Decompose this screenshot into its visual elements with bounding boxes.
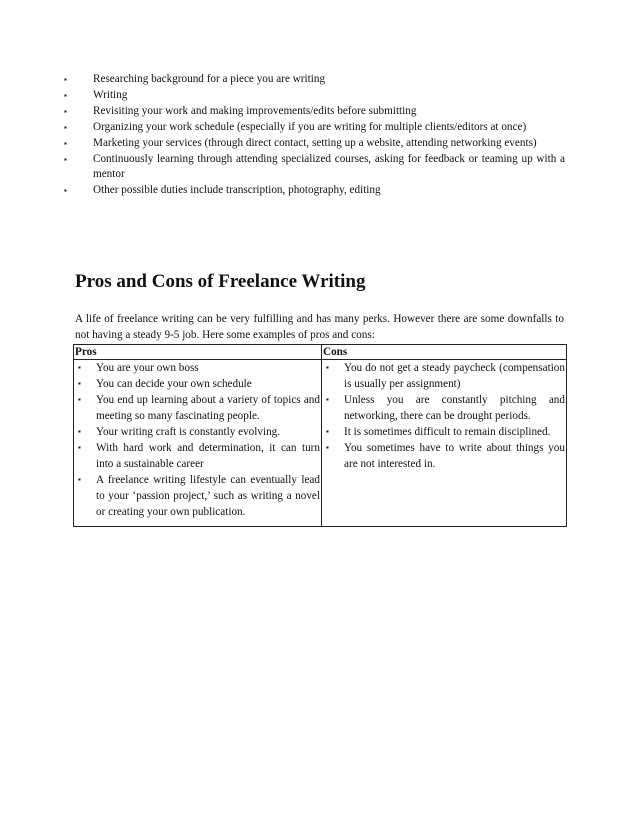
- cons-item: [322, 424, 566, 440]
- section-heading: Pros and Cons of Freelance Writing: [75, 271, 366, 292]
- list-item: [60, 183, 565, 199]
- list-item: [60, 152, 565, 184]
- list-item: [60, 72, 565, 88]
- square-bullet-icon: ▪: [78, 363, 81, 372]
- list-item-text: Revisiting your work and making improvements/edits before submitting: [93, 104, 417, 117]
- intro-paragraph: A life of freelance writing can be very fulfilling and has many perks. However there are some downfalls to not having a steady 9-5 job. Here some examples of pros and cons:: [75, 313, 564, 341]
- list-item-text: Writing: [93, 88, 128, 101]
- square-bullet-icon: ▪: [78, 395, 81, 404]
- pros-item: [74, 472, 321, 520]
- square-bullet-icon: ▪: [64, 106, 67, 116]
- pros-item-text: A freelance writing lifestyle can eventually lead to your ‘passion project,’ such as writing a novel or creating your own publication.: [96, 474, 320, 518]
- pros-cons-table: [73, 344, 567, 527]
- cons-item: [322, 440, 566, 472]
- list-item: [60, 88, 565, 104]
- cons-item: [322, 360, 566, 392]
- pros-item-text: You are your own boss: [96, 362, 199, 374]
- list-item: [60, 136, 565, 152]
- square-bullet-icon: ▪: [64, 186, 67, 196]
- square-bullet-icon: ▪: [326, 363, 329, 372]
- pros-item-text: You can decide your own schedule: [96, 378, 252, 390]
- square-bullet-icon: ▪: [64, 154, 67, 164]
- cons-item: [322, 392, 566, 424]
- cons-item-text: You do not get a steady paycheck (compensation is usually per assignment): [344, 362, 565, 390]
- pros-item: [74, 424, 321, 440]
- pros-item-text: Your writing craft is constantly evolving.: [96, 426, 281, 438]
- square-bullet-icon: ▪: [78, 475, 81, 484]
- pros-item-text: You end up learning about a variety of topics and meeting so many fascinating people.: [96, 394, 320, 422]
- table-row: [74, 360, 567, 527]
- list-item-text: Marketing your services (through direct contact, setting up a website, attending networking events): [93, 136, 537, 149]
- pros-cell: [74, 360, 322, 527]
- square-bullet-icon: ▪: [78, 427, 81, 436]
- list-item: [60, 104, 565, 120]
- list-item-text: Researching background for a piece you are writing: [93, 73, 326, 85]
- pros-list: [74, 360, 321, 526]
- square-bullet-icon: ▪: [64, 75, 67, 84]
- list-item-text: Other possible duties include transcription, photography, editing: [93, 184, 381, 197]
- cons-item-text: It is sometimes difficult to remain disciplined.: [344, 426, 551, 438]
- square-bullet-icon: ▪: [326, 427, 329, 436]
- pros-item: [74, 376, 321, 392]
- pros-item-text: With hard work and determination, it can turn into a sustainable career: [96, 442, 320, 470]
- square-bullet-icon: ▪: [64, 122, 67, 132]
- cons-item-text: You sometimes have to write about things you are not interested in.: [344, 442, 565, 470]
- list-item-text: Organizing your work schedule (especially if you are writing for multiple clients/editors at once): [93, 120, 527, 133]
- square-bullet-icon: ▪: [326, 443, 329, 452]
- cons-header: Cons: [322, 345, 567, 360]
- pros-header: Pros: [74, 345, 322, 360]
- list-item: [60, 120, 565, 136]
- cons-cell: [322, 360, 567, 527]
- table-header-row: [74, 345, 567, 360]
- duties-list: [60, 72, 565, 199]
- pros-item: [74, 440, 321, 472]
- square-bullet-icon: ▪: [78, 443, 81, 452]
- cons-item-text: Unless you are constantly pitching and networking, there can be drought periods.: [344, 394, 565, 422]
- square-bullet-icon: ▪: [326, 395, 329, 404]
- cons-list: [322, 360, 566, 478]
- square-bullet-icon: ▪: [64, 138, 67, 148]
- square-bullet-icon: ▪: [78, 379, 81, 388]
- pros-item: [74, 360, 321, 376]
- pros-item: [74, 392, 321, 424]
- square-bullet-icon: ▪: [64, 90, 67, 100]
- list-item-text: Continuously learning through attending specialized courses, asking for feedback or teaming up with a mentor: [93, 152, 565, 181]
